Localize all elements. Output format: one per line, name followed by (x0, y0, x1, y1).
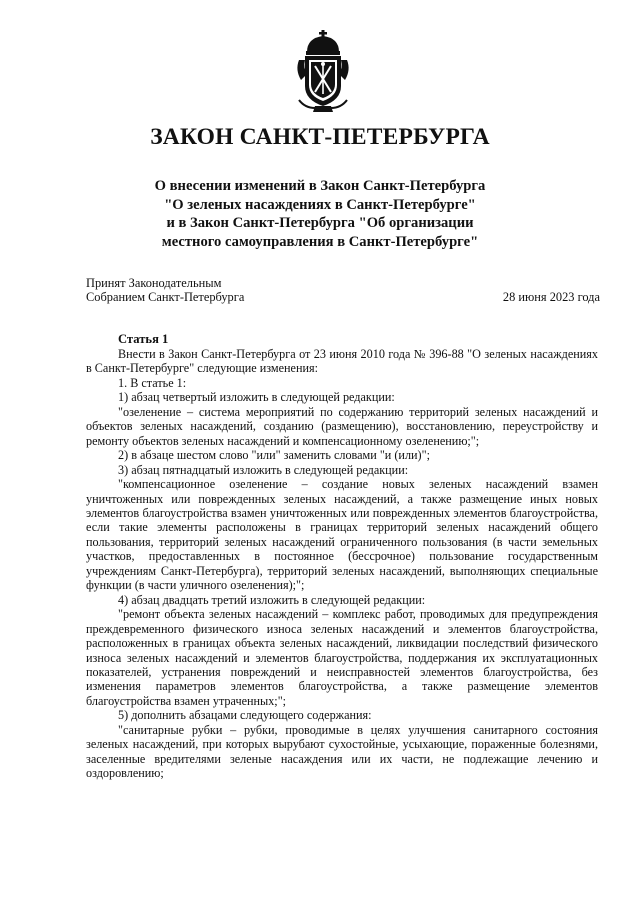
quoted-text: "санитарные рубки – рубки, проводимые в целях улучшения санитарного состояния зеленых насаждений, при которых вырубают сухостойные, усыхающие, пораженные болезнями, заселенные вредителями зеленые насаждения или их части, не подлежащие лечению и оздоровлению; (86, 722, 598, 781)
document-subtitle (0, 177, 640, 251)
document-title: ЗАКОН САНКТ-ПЕТЕРБУРГА (150, 124, 490, 150)
subtitle-line: "О зеленых насаждениях в Санкт-Петербурге" (164, 196, 476, 213)
adoption-date: 28 июня 2023 года (502, 290, 600, 304)
subtitle-line: и в Закон Санкт-Петербурга "Об организации (166, 215, 474, 232)
paragraph: 2) в абзаце шестом слово "или" заменить словами "и (или)"; (118, 448, 430, 463)
subtitle-line: О внесении изменений в Закон Санкт-Петербурга (154, 178, 486, 194)
article-heading: Статья 1 (118, 332, 169, 346)
paragraph: 3) абзац пятнадцатый изложить в следующей редакции: (118, 462, 409, 477)
paragraph: 1) абзац четвертый изложить в следующей редакции: (118, 390, 395, 405)
paragraph: 1. В статье 1: (118, 375, 187, 390)
article-body (86, 347, 598, 781)
adoption-line: Собранием Санкт-Петербурга (86, 290, 245, 304)
quoted-text: "компенсационное озеленение – создание новых зеленых насаждений взамен уничтоженных или поврежденных зеленых насаждений, а также размещение иных новых элементов благоустройства взамен уничтоженных или поврежденных элементов благоустройства, если такие элементы расположены в границах территорий зеленых насаждений общего пользования, территорий зеленых насаждений ограниченного пользования (в части земельных участков, предоставленных в постоянное (бессрочное) пользование государственным учреждениям Санкт-Петербурга), территорий зеленых насаждений, выполняющих специальные функции (в части уличного озеленения);"; (86, 477, 598, 593)
coat-of-arms-emblem (293, 30, 353, 114)
quoted-text: "озеленение – система мероприятий по содержанию территорий зеленых насаждений и объектов зеленых насаждений, созданию (размещению), восстановлению, переустройству и ремонту объектов зеленых насаждений и компенсационному озеленению;"; (86, 404, 598, 448)
subtitle-line: местного самоуправления в Санкт-Петербурге" (161, 233, 479, 250)
paragraph: 4) абзац двадцать третий изложить в следующей редакции: (118, 592, 426, 607)
adoption-line: Принят Законодательным (86, 276, 222, 290)
paragraph: 5) дополнить абзацами следующего содержания: (118, 708, 372, 723)
article-intro: Внести в Закон Санкт-Петербурга от 23 июня 2010 года № 396-88 "О зеленых насаждениях в Санкт-Петербурге" следующие изменения: (86, 347, 598, 376)
quoted-text: "ремонт объекта зеленых насаждений – комплекс работ, проводимых для предупреждения преждевременного физического износа зеленых насаждений и элементов благоустройства, расположенных в границах объекта зеленых насаждений, ликвидации последствий физического износа зеленых насаждений и элементов благоустройства, поддержания их эксплуатационных показателей, устранения повреждений и неисправностей элементов благоустройства, без изменения параметров элементов благоустройства, а также размещение элементов благоустройства взамен утраченных;"; (86, 607, 598, 708)
adoption-authority (86, 276, 244, 304)
